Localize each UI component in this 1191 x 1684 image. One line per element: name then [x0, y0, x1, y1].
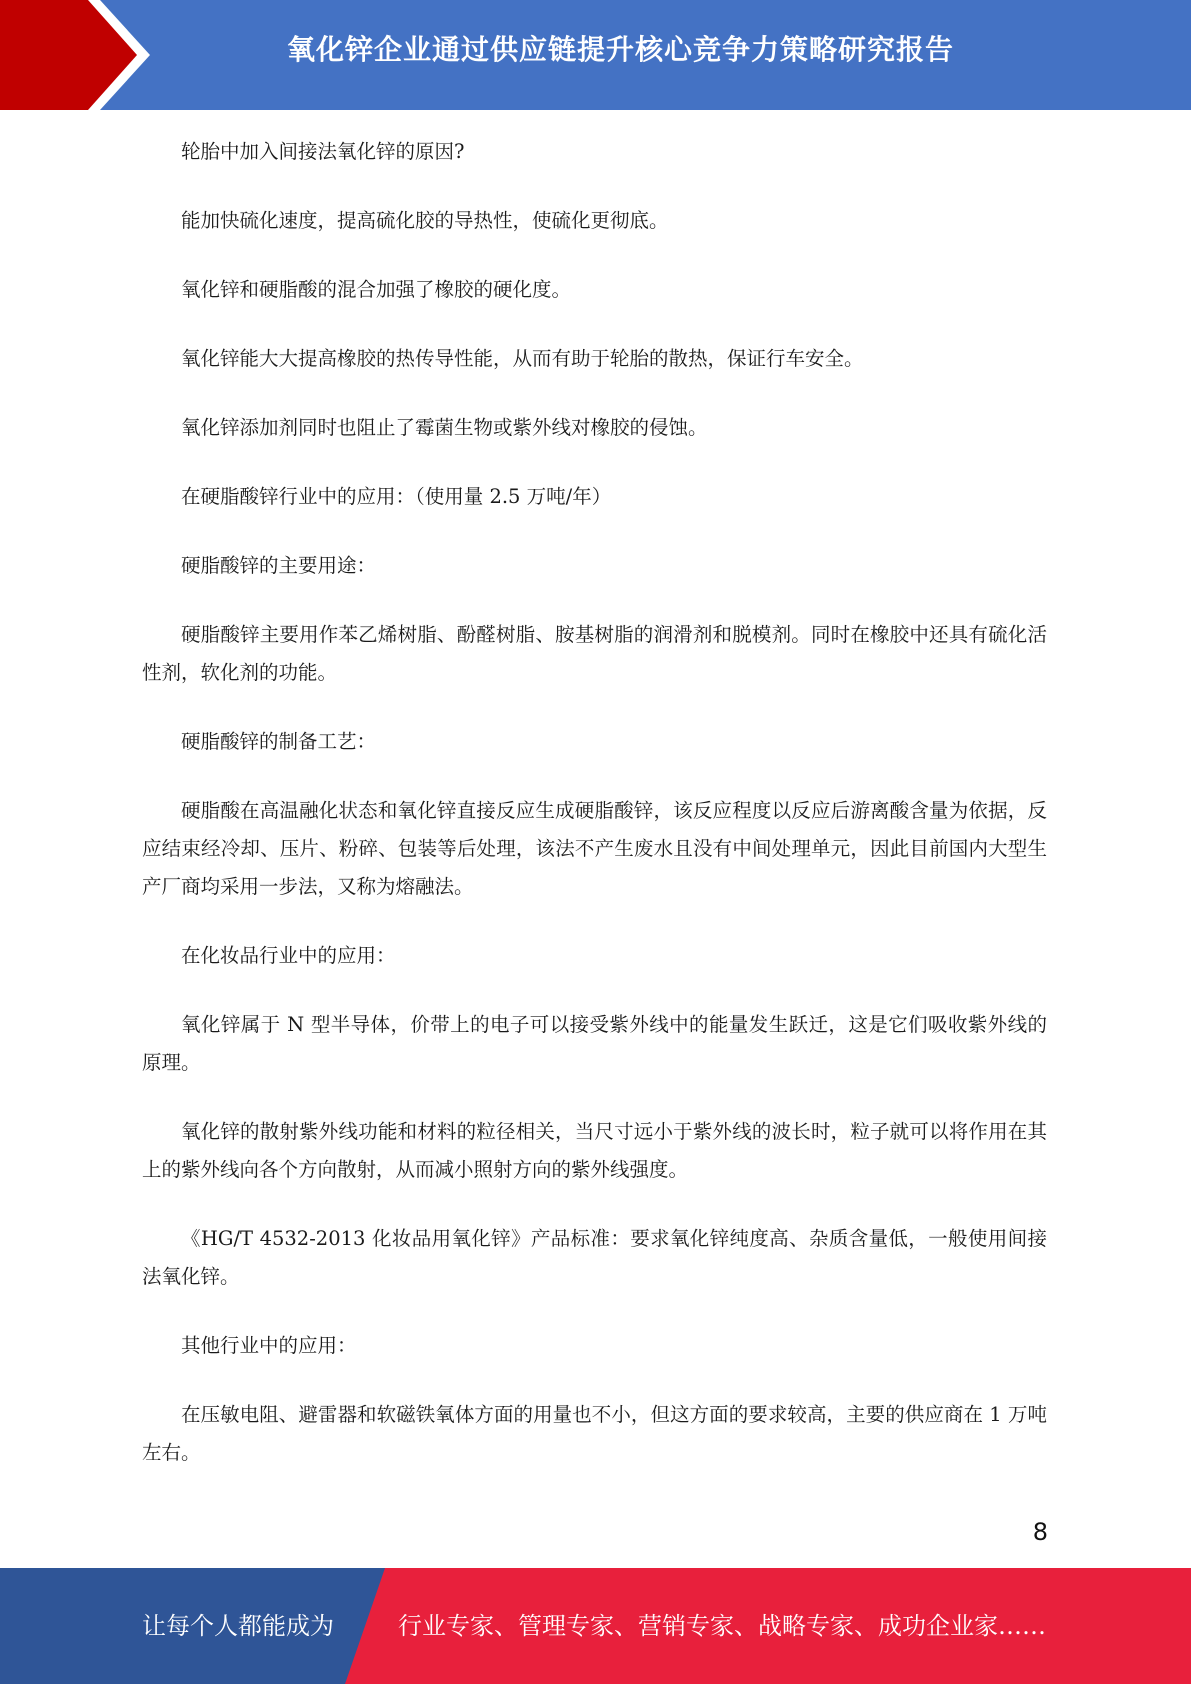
report-title: 氧化锌企业通过供应链提升核心竞争力策略研究报告 — [286, 33, 954, 66]
page-header — [0, 0, 1191, 110]
subheading: 硬脂酸锌的制备工艺： — [181, 730, 377, 753]
paragraph: 在压敏电阻、避雷器和软磁铁氧体方面的用量也不小，但这方面的要求较高，主要的供应商在 1 万吨左右。 — [142, 1403, 1047, 1464]
footer-slogan-right: 行业专家、管理专家、营销专家、战略专家、成功企业家…… — [398, 1612, 1046, 1640]
footer-slogan-left: 让每个人都能成为 — [142, 1612, 334, 1640]
paragraph: 氧化锌属于 N 型半导体，价带上的电子可以接受紫外线中的能量发生跃迁，这是它们吸收紫外线的原理。 — [142, 1013, 1047, 1074]
page-number: 8 — [1032, 1518, 1048, 1546]
paragraph: 轮胎中加入间接法氧化锌的原因? — [181, 140, 465, 163]
paragraph: 氧化锌能大大提高橡胶的热传导性能，从而有助于轮胎的散热，保证行车安全。 — [181, 347, 864, 370]
paragraph: 氧化锌和硬脂酸的混合加强了橡胶的硬化度。 — [181, 278, 572, 301]
section-heading: 在硬脂酸锌行业中的应用：（使用量 2.5 万吨/年） — [181, 485, 612, 508]
paragraph: 能加快硫化速度，提高硫化胶的导热性，使硫化更彻底。 — [181, 209, 669, 232]
body-text — [142, 133, 1047, 1503]
paragraph: 氧化锌添加剂同时也阻止了霉菌生物或紫外线对橡胶的侵蚀。 — [181, 416, 708, 439]
header-arrow-decoration — [0, 0, 160, 110]
paragraph: 硬脂酸在高温融化状态和氧化锌直接反应生成硬脂酸锌，该反应程度以反应后游离酸含量为依据，反应结束经冷却、压片、粉碎、包装等后处理，该法不产生废水且没有中间处理单元，因此目前国内大型生产厂商均采用一步法，又称为熔融法。 — [142, 799, 1047, 898]
section-heading: 其他行业中的应用： — [181, 1334, 357, 1357]
paragraph: 硬脂酸锌主要用作苯乙烯树脂、酚醛树脂、胺基树脂的润滑剂和脱模剂。同时在橡胶中还具有硫化活性剂，软化剂的功能。 — [142, 623, 1047, 684]
paragraph: 氧化锌的散射紫外线功能和材料的粒径相关，当尺寸远小于紫外线的波长时，粒子就可以将作用在其上的紫外线向各个方向散射，从而减小照射方向的紫外线强度。 — [142, 1120, 1047, 1181]
page-footer — [0, 1568, 1191, 1684]
subheading: 硬脂酸锌的主要用途： — [181, 554, 377, 577]
section-heading: 在化妆品行业中的应用： — [181, 944, 396, 967]
paragraph: 《HG/T 4532-2013 化妆品用氧化锌》产品标准：要求氧化锌纯度高、杂质含量低，一般使用间接法氧化锌。 — [142, 1227, 1047, 1288]
